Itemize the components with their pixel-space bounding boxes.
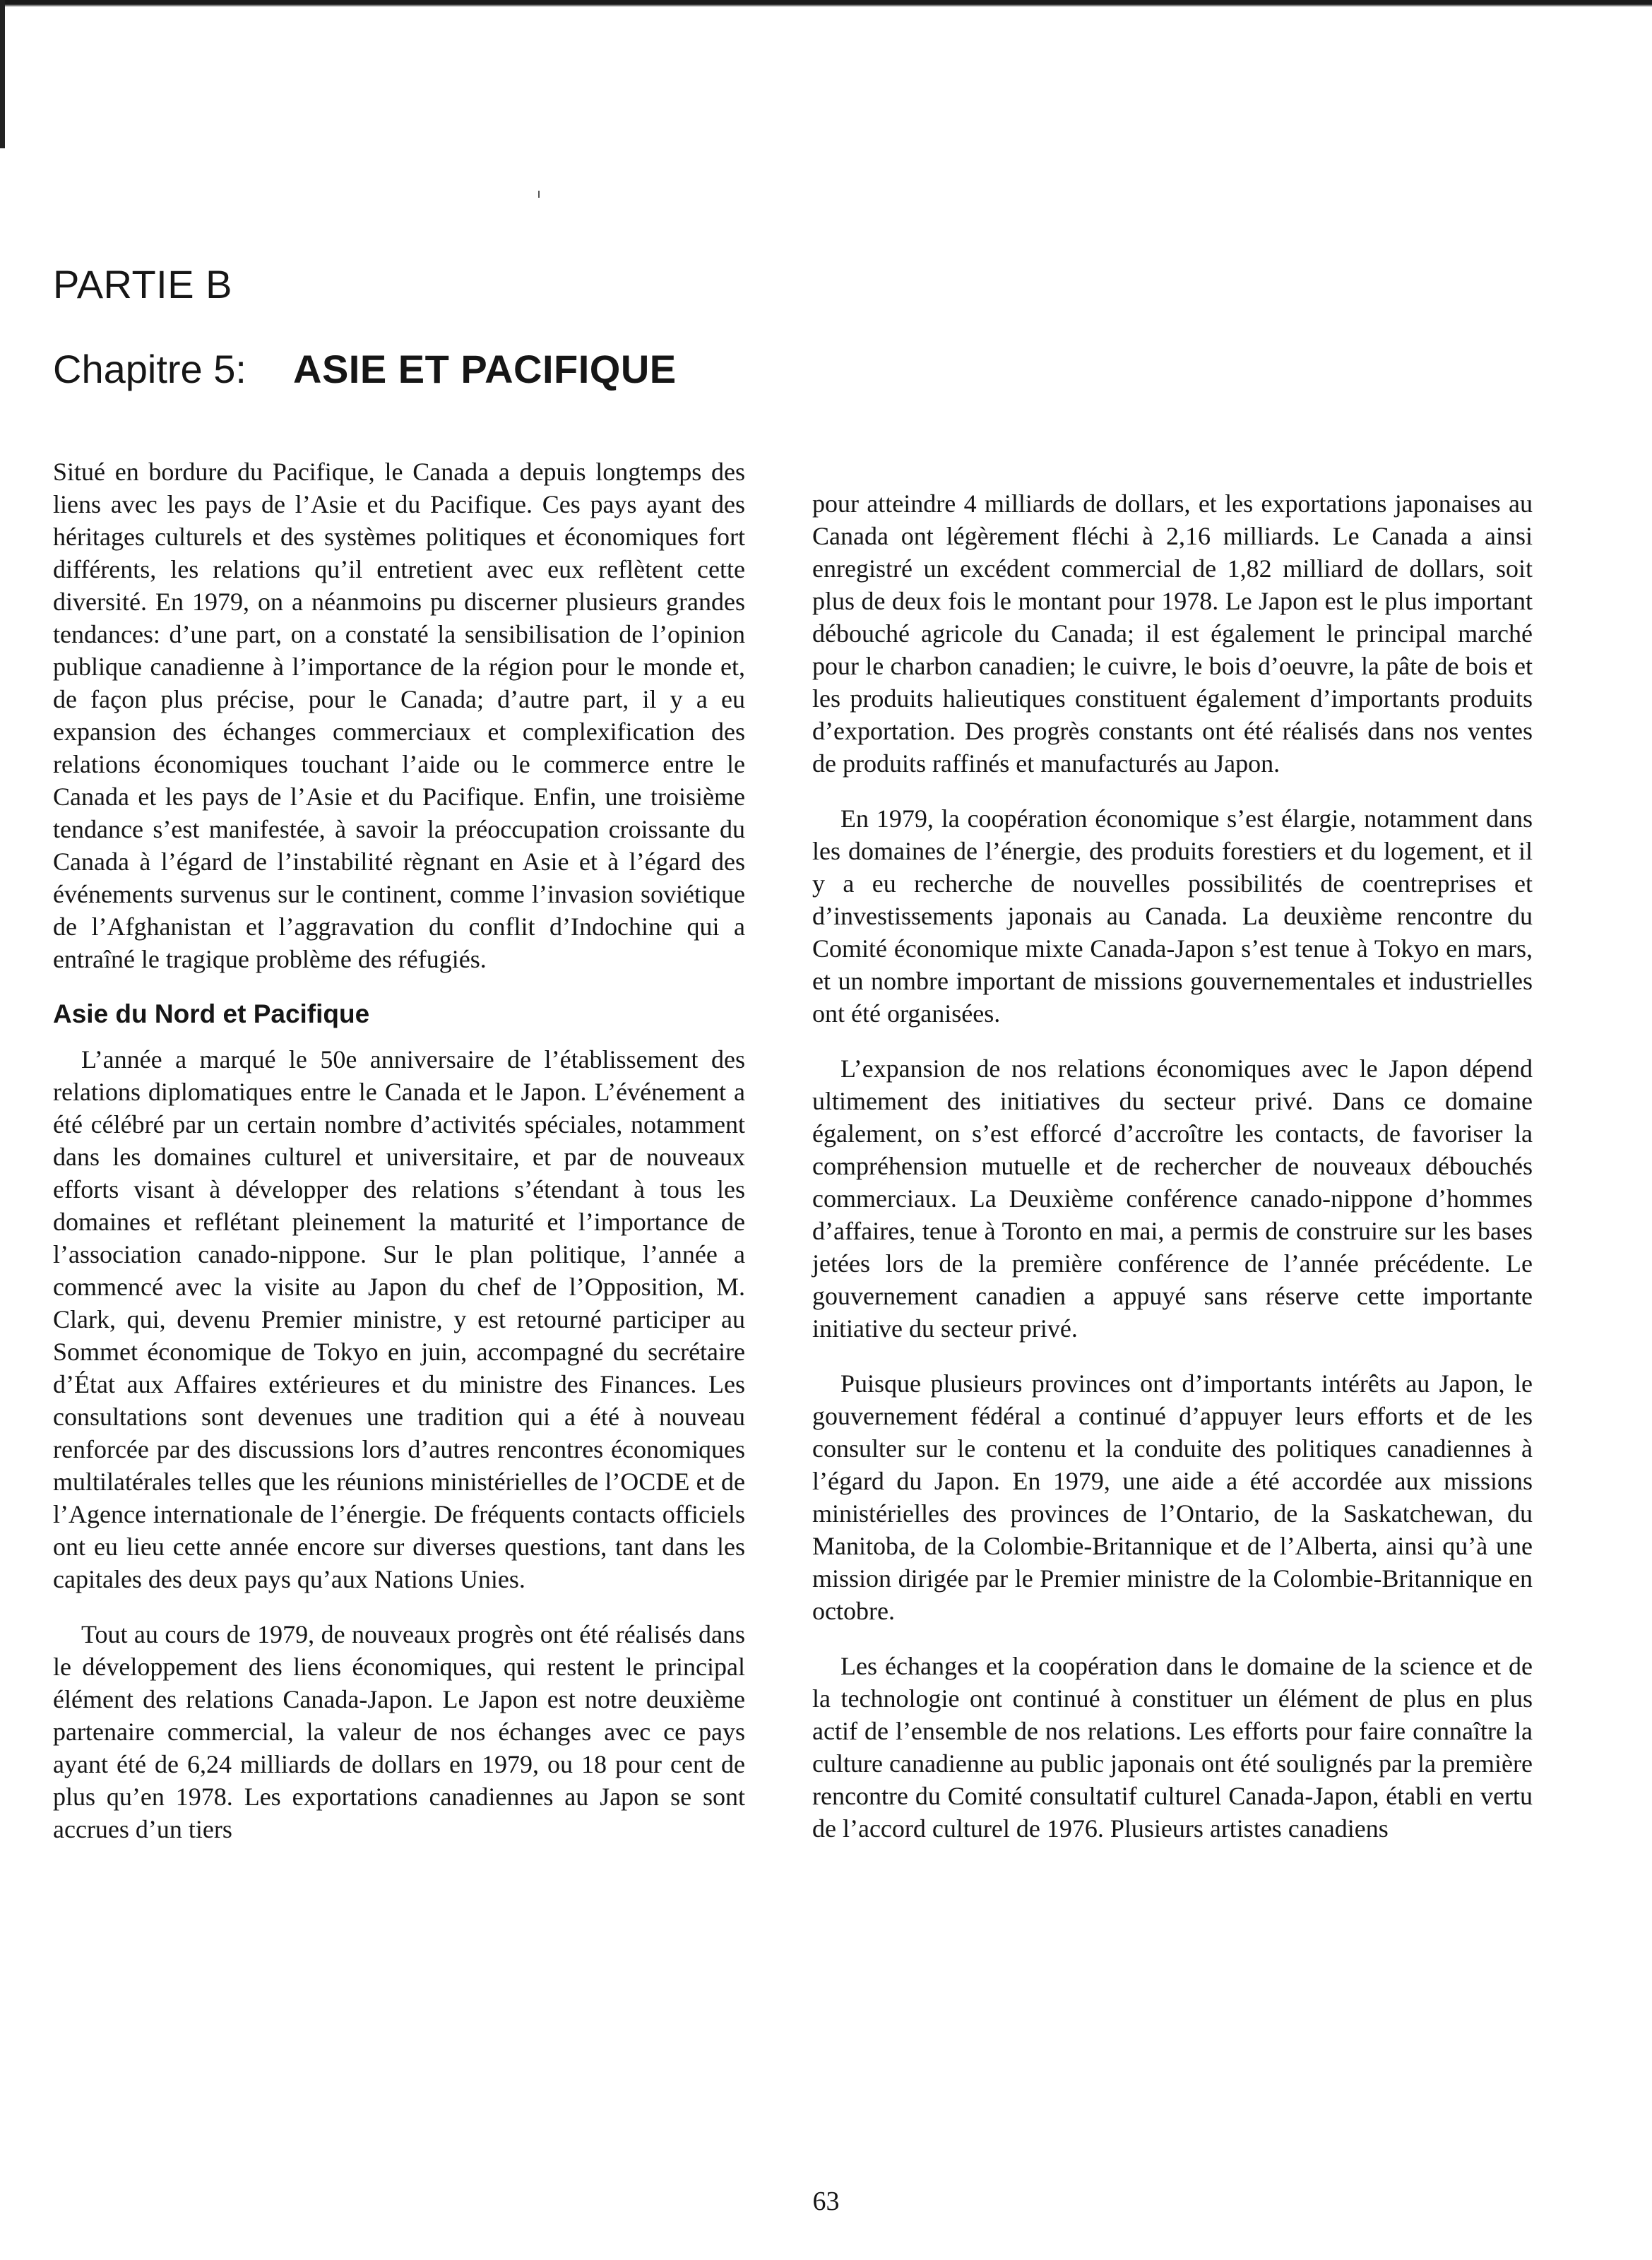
- left-column: [53, 456, 745, 1868]
- chapter-heading: [53, 346, 677, 392]
- continued-paragraph: pour atteindre 4 milliards de dollars, et les exportations japonaises au Canada ont légèrement fléchi à 2,16 milliards. Le Canada a ainsi enregistré un excédent commercial de 1,82 milliard de dollars, soit plus de deux fois le montant pour 1978. Le Japon est le plus important débouché agricole du Canada; il est également le principal marché pour le charbon canadien; le cuivre, le bois d’oeuvre, la pâte de bois et les produits halieutiques constituent également d’importants produits d’exportation. Des progrès constants ont été réalisés dans nos ventes de produits raffinés et manufacturés au Japon.: [812, 489, 1533, 778]
- body-paragraph: L’année a marqué le 50e anniversaire de l’établissement des relations diplomatiques entre le Canada et le Japon. L’événement a été célébré par un certain nombre d’activités spéciales, notamment dans les domaines culturel et universitaire, et par de nouveaux efforts visant à développer des relations s’étendant à tous les domaines et reflétant pleinement la maturité et l’importance de l’association canado-nippone. Sur le plan politique, l’année a commencé avec la visite au Japon du chef de l’Opposition, M. Clark, qui, devenu Premier ministre, y est retourné participer au Sommet économique de Tokyo en juin, accompagné du secrétaire d’État aux Affaires extérieures et du ministre des Finances. Les consultations sont devenues une tradition qui a été à nouveau renforcée par des discussions lors d’autres rencontres économiques multilatérales telles que les réunions ministérielles de l’OCDE et de l’Agence internationale de l’énergie. De fréquents contacts officiels ont eu lieu cette année encore sur diverses questions, tant dans les capitales des deux pays qu’aux Nations Unies.: [53, 1045, 745, 1593]
- body-paragraph: Puisque plusieurs provinces ont d’importants intérêts au Japon, le gouvernement fédéral a continué d’appuyer leurs efforts et de les consulter sur le contenu et la conduite des politiques canadiennes à l’égard du Japon. En 1979, une aide a été accordée aux missions ministérielles des provinces de l’Ontario, de la Saskatchewan, du Manitoba, de la Colombie-Britannique et de l’Alberta, ainsi qu’à une mission dirigée par le Premier ministre de la Colombie-Britannique en octobre.: [812, 1369, 1533, 1625]
- part-heading: PARTIE B: [53, 262, 233, 307]
- scan-border-top: [0, 0, 1652, 7]
- intro-paragraph: Situé en bordure du Pacifique, le Canada a depuis longtemps des liens avec les pays de l’Asie et du Pacifique. Ces pays ayant des héritages culturels et des systèmes politiques et économiques fort différents, les relations qu’il entretient avec eux reflètent cette diversité. En 1979, on a néanmoins pu discerner plusieurs grandes tendances: d’une part, on a constaté la sensibilisation de l’opinion publique canadienne à l’importance de la région pour le monde et, de façon plus précise, pour le Canada; d’autre part, il y a eu expansion des échanges commerciaux et complexification des relations économiques touchant l’aide ou le commerce entre le Canada et les pays de l’Asie et du Pacifique. Enfin, une troisième tendance s’est manifestée, à savoir la préoccupation croissante du Canada à l’égard de l’instabilité règnant en Asie et à l’égard des événements survenus sur le continent, comme l’invasion soviétique de l’Afghanistan et l’aggravation du conflit d’Indochine qui a entraîné le tragique problème des réfugiés.: [53, 458, 745, 973]
- section-heading: Asie du Nord et Pacifique: [53, 999, 370, 1028]
- body-paragraph: En 1979, la coopération économique s’est élargie, notamment dans les domaines de l’énergie, des produits forestiers et du logement, et il y a eu recherche de nouvelles possibilités de coentreprises et d’investissements japonais au Canada. La deuxième rencontre du Comité économique mixte Canada-Japon s’est tenue à Tokyo en mars, et un nombre important de missions gouvernementales et industrielles ont été organisées.: [812, 804, 1533, 1028]
- body-paragraph: Les échanges et la coopération dans le domaine de la science et de la technologie ont continué à constituer un élément de plus en plus actif de l’ensemble de nos relations. Les efforts pour faire connaître la culture canadienne au public japonais ont été soulignés par la première rencontre du Comité consultatif culturel Canada-Japon, établi en vertu de l’accord culturel de 1976. Plusieurs artistes canadiens: [812, 1652, 1533, 1843]
- body-paragraph: L’expansion de nos relations économiques avec le Japon dépend ultimement des initiatives du secteur privé. Dans ce domaine également, on s’est efforcé d’accroître les contacts, de favoriser la compréhension mutuelle et de rechercher de nouveaux débouchés commerciaux. La Deuxième conférence canado-nippone d’hommes d’affaires, tenue à Toronto en mai, a permis de construire sur les bases jetées lors de la première conférence de l’année précédente. Le gouvernement canadien a appuyé sans réserve cette importante initiative du secteur privé.: [812, 1054, 1533, 1343]
- chapter-number: Chapitre 5:: [53, 347, 246, 391]
- page-number: 63: [812, 2187, 840, 2216]
- scan-mark: [538, 191, 540, 198]
- body-paragraph: Tout au cours de 1979, de nouveaux progrès ont été réalisés dans le développement des liens économiques, qui restent le principal élément des relations Canada-Japon. Le Japon est notre deuxième partenaire commercial, la valeur de nos échanges avec ce pays ayant été de 6,24 milliards de dollars en 1979, ou 18 pour cent de plus qu’en 1978. Les exportations canadiennes au Japon se sont accrues d’un tiers: [53, 1620, 745, 1843]
- scan-border-left: [0, 0, 5, 148]
- chapter-title: ASIE ET PACIFIQUE: [293, 347, 677, 391]
- right-column: [812, 487, 1533, 1867]
